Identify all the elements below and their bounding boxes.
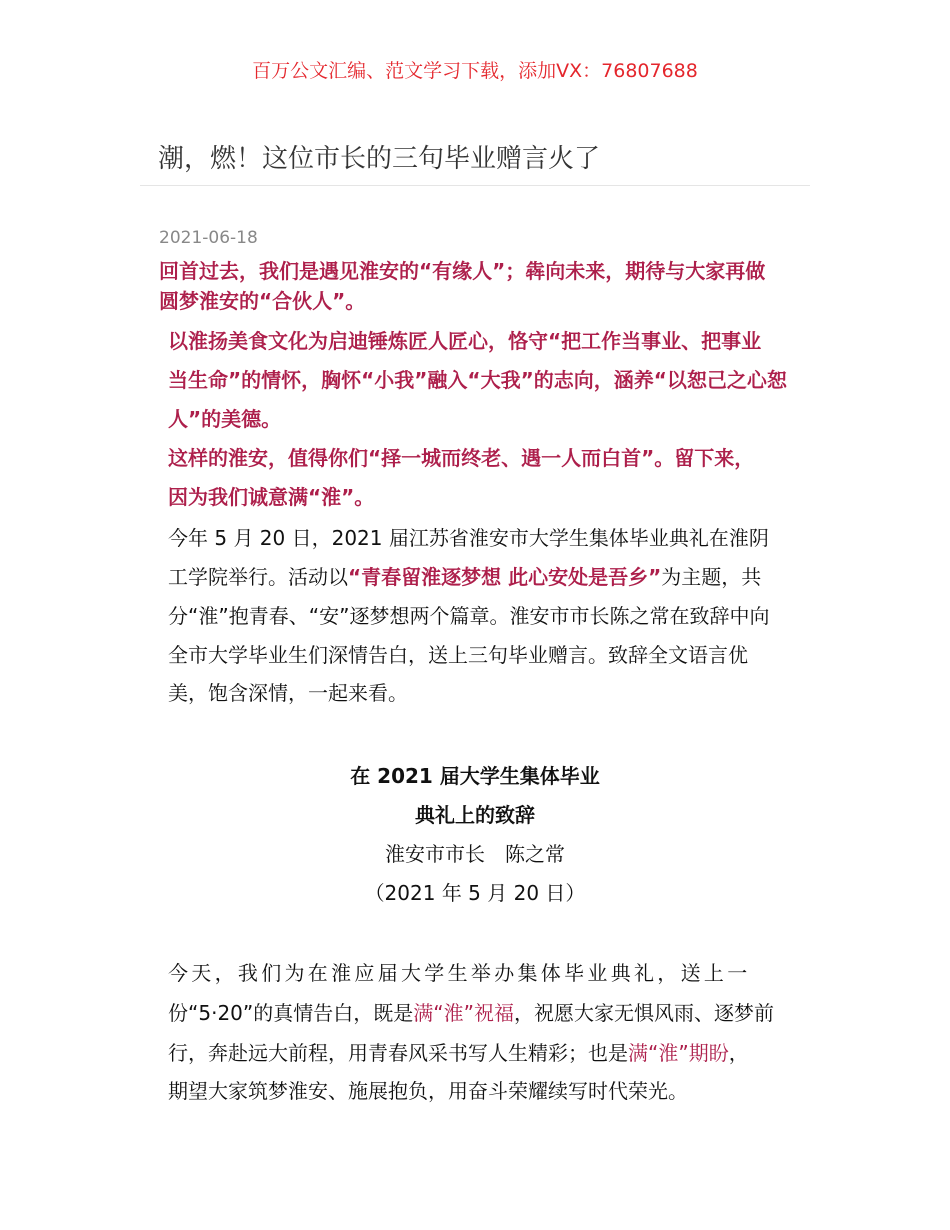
text-line: [168, 442, 754, 471]
text-segment: 今天，我们为在淮应届大学生举办集体毕业典礼，送上一: [168, 961, 751, 985]
text-line: [168, 325, 761, 354]
highlighted-text: “青春留淮逐梦想 此心安处是吾乡”: [348, 565, 662, 589]
text-segment: 份“5·20”的真情告白，既是: [168, 1001, 414, 1025]
download-banner: 百万公文汇编、范文学习下载，添加VX：76807688: [252, 60, 698, 82]
highlighted-text: 满“淮”期盼: [628, 1041, 729, 1065]
text-segment: 行，奔赴远大前程，用青春风采书写人生精彩；也是: [168, 1041, 628, 1065]
text-line: [0, 760, 950, 789]
highlighted-text: 这样的淮安，值得你们“择一城而终老、遇一人而白首”。留下来，: [168, 446, 755, 470]
text-segment: 美，饱含深情，一起来看。: [168, 681, 408, 705]
text-line: [168, 1037, 749, 1066]
text-segment: 工学院举行。活动以: [168, 565, 348, 589]
text-line: [168, 522, 769, 551]
highlighted-text: 回首过去，我们是遇见淮安的“有缘人”；犇向未来，期待与大家再做: [159, 259, 766, 283]
article-date: 2021-06-18: [159, 228, 258, 248]
text-line: [168, 677, 408, 706]
text-line: [168, 1075, 688, 1104]
text-line: [159, 285, 365, 314]
text-line: [0, 799, 950, 828]
highlighted-text: 满“淮”祝福: [413, 1001, 514, 1025]
text-line: [0, 877, 950, 906]
text-line: [168, 561, 761, 590]
highlighted-text: 当生命”的情怀，胸怀“小我”融入“大我”的志向，涵养“以恕己之心恕: [168, 368, 787, 392]
text-segment: 为主题，共: [661, 565, 762, 589]
text-line: [0, 838, 950, 867]
text-line: [168, 403, 281, 432]
text-line: [168, 364, 787, 393]
article-title: 潮，燃！这位市长的三句毕业赠言火了: [158, 144, 601, 174]
text-line: [168, 481, 374, 510]
text-segment: 淮安市市长 陈之常: [385, 842, 565, 866]
text-line: [168, 639, 748, 668]
text-segment: 分“淮”抱青春、“安”逐梦想两个篇章。淮安市市长陈之常在致辞中向: [168, 604, 770, 628]
highlighted-text: 圆梦淮安的“合伙人”。: [159, 289, 366, 313]
text-line: [168, 997, 774, 1026]
text-line: [168, 957, 751, 986]
text-line: [168, 600, 769, 629]
highlighted-text: 人”的美德。: [168, 407, 282, 431]
text-segment: 在 2021 届大学生集体毕业: [350, 764, 600, 788]
text-line: [159, 255, 765, 284]
highlighted-text: 以淮扬美食文化为启迪锤炼匠人匠心，恪守“把工作当事业、把事业: [168, 329, 762, 353]
text-segment: ，祝愿大家无惧风雨、逐梦前: [514, 1001, 774, 1025]
text-segment: 典礼上的致辞: [415, 803, 535, 827]
text-segment: ，: [728, 1041, 749, 1065]
highlighted-text: 因为我们诚意满“淮”。: [168, 485, 375, 509]
text-segment: （2021 年 5 月 20 日）: [364, 881, 586, 905]
text-segment: 今年 5 月 20 日，2021 届江苏省淮安市大学生集体毕业典礼在淮阴: [168, 526, 769, 550]
title-divider: [140, 185, 810, 186]
text-segment: 期望大家筑梦淮安、施展抱负，用奋斗荣耀续写时代荣光。: [168, 1079, 688, 1103]
text-segment: 全市大学毕业生们深情告白，送上三句毕业赠言。致辞全文语言优: [168, 643, 748, 667]
